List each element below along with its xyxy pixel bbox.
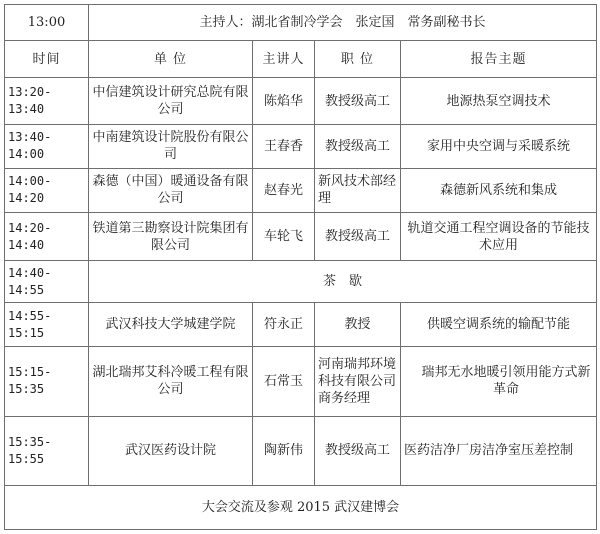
column-header-row — [5, 40, 597, 78]
time-cell: 15:15-15:35 — [5, 347, 89, 416]
topic-cell: 轨道交通工程空调设备的节能技术应用 — [401, 212, 597, 260]
topic-cell: 家用中央空调与采暖系统 — [401, 124, 597, 168]
footer-row — [5, 485, 597, 529]
host-line: 主持人：湖北省制冷学会 张定国 常务副秘书长 — [89, 5, 597, 41]
position-cell: 教授 — [315, 303, 401, 347]
col-header-topic: 报告主题 — [401, 40, 597, 78]
position-cell: 教授级高工 — [315, 416, 401, 485]
speaker-cell: 车轮飞 — [253, 212, 315, 260]
time-cell: 15:35-15:55 — [5, 416, 89, 485]
break-time-cell: 14:40-14:55 — [5, 261, 89, 303]
header-time: 13:00 — [5, 5, 89, 41]
topic-cell: 瑞邦无水地暖引领用能方式新革命 — [401, 347, 597, 416]
position-cell: 新风技术部经理 — [315, 168, 401, 212]
time-cell: 13:20-13:40 — [5, 78, 89, 124]
position-cell: 教授级高工 — [315, 78, 401, 124]
speaker-cell: 赵春光 — [253, 168, 315, 212]
time-cell: 14:20-14:40 — [5, 212, 89, 260]
header-row — [5, 5, 597, 41]
table-row — [5, 124, 597, 168]
speaker-cell: 陈焰华 — [253, 78, 315, 124]
topic-cell: 医药洁净厂房洁净室压差控制 — [401, 416, 597, 485]
unit-cell: 武汉科技大学城建学院 — [89, 303, 253, 347]
topic-cell: 供暖空调系统的输配节能 — [401, 303, 597, 347]
col-header-speaker: 主讲人 — [253, 40, 315, 78]
table-row — [5, 347, 597, 416]
col-header-unit: 单 位 — [89, 40, 253, 78]
table-row — [5, 303, 597, 347]
position-cell: 教授级高工 — [315, 212, 401, 260]
speaker-cell: 陶新伟 — [253, 416, 315, 485]
speaker-cell: 石常玉 — [253, 347, 315, 416]
unit-cell: 中南建筑设计院股份有限公司 — [89, 124, 253, 168]
speaker-cell: 符永正 — [253, 303, 315, 347]
topic-cell: 森德新风系统和集成 — [401, 168, 597, 212]
unit-cell: 武汉医药设计院 — [89, 416, 253, 485]
table-row — [5, 168, 597, 212]
schedule-table — [4, 4, 597, 530]
unit-cell: 中信建筑设计研究总院有限公司 — [89, 78, 253, 124]
time-cell: 14:00-14:20 — [5, 168, 89, 212]
speaker-cell: 王春香 — [253, 124, 315, 168]
position-cell: 教授级高工 — [315, 124, 401, 168]
unit-cell: 森德（中国）暖通设备有限公司 — [89, 168, 253, 212]
time-cell: 14:55-15:15 — [5, 303, 89, 347]
col-header-position: 职 位 — [315, 40, 401, 78]
table-row — [5, 78, 597, 124]
tea-break-label: 茶 歇 — [89, 261, 597, 303]
footer-note: 大会交流及参观 2015 武汉建博会 — [5, 485, 597, 529]
topic-cell: 地源热泵空调技术 — [401, 78, 597, 124]
table-row — [5, 212, 597, 260]
time-cell: 13:40-14:00 — [5, 124, 89, 168]
position-cell: 河南瑞邦环境科技有限公司商务经理 — [315, 347, 401, 416]
unit-cell: 湖北瑞邦艾科冷暖工程有限公司 — [89, 347, 253, 416]
break-row — [5, 261, 597, 303]
unit-cell: 铁道第三勘察设计院集团有限公司 — [89, 212, 253, 260]
table-row — [5, 416, 597, 485]
col-header-time: 时间 — [5, 40, 89, 78]
